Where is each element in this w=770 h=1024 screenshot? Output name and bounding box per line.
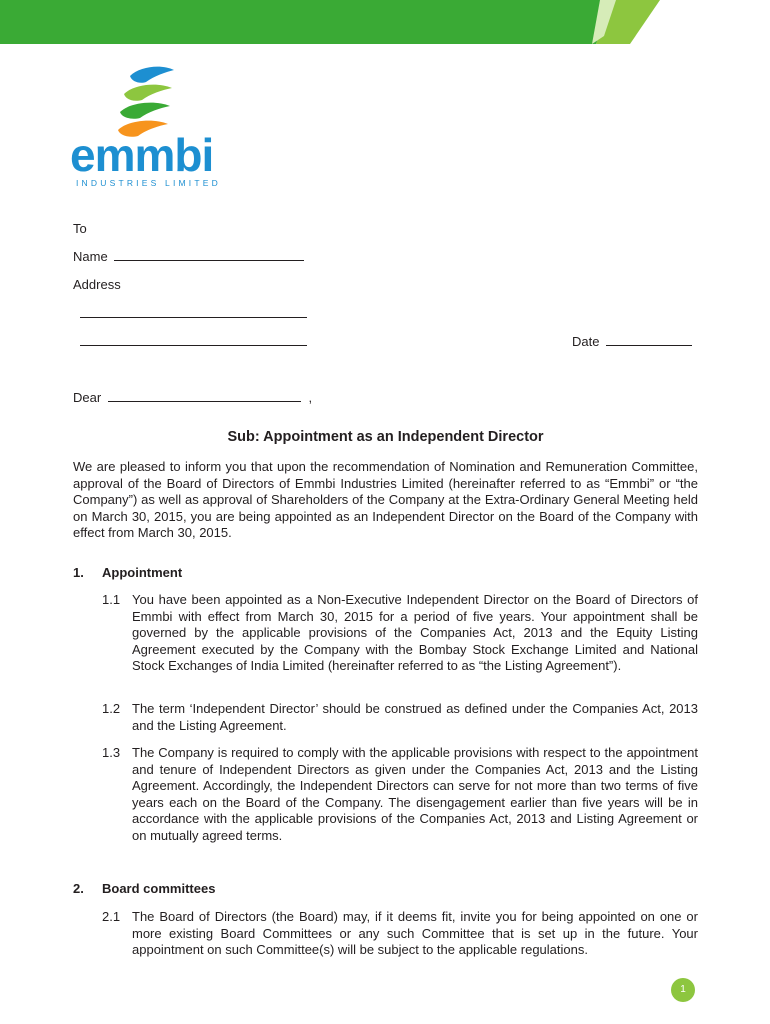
address-line-2 xyxy=(80,333,307,350)
dear-blank xyxy=(108,389,301,402)
item-2-1-text: The Board of Directors (the Board) may, if it deems fit, invite you for being appointed on one or more existing Board Committees or any such Committee that is set up in the future. Your appointment on such Committee(s) will be subject to the applicable regulations. xyxy=(132,909,698,957)
section-2-title: Board committees xyxy=(102,881,216,896)
section-1-title: Appointment xyxy=(102,565,183,580)
address-blank-2 xyxy=(80,333,307,346)
name-line xyxy=(73,248,304,265)
section-2-number: 2. xyxy=(73,881,84,896)
date-label: Date xyxy=(572,334,600,349)
dear-label: Dear xyxy=(73,390,102,405)
name-label: Name xyxy=(73,249,108,264)
to-label: To xyxy=(73,221,87,236)
item-1-2-text: The term ‘Independent Director’ should be construed as defined under the Companies Act, 2013 and the Listing Agreement. xyxy=(132,701,698,733)
address-blank-1 xyxy=(80,305,307,318)
logo-wordmark: emmbi xyxy=(70,129,214,181)
page-number-badge: 1 xyxy=(671,978,695,1002)
company-logo xyxy=(70,62,230,192)
dear-comma: , xyxy=(308,390,313,405)
item-1-1-number: 1.1 xyxy=(102,592,121,607)
name-blank xyxy=(114,248,304,261)
logo-subtitle: INDUSTRIES LIMITED xyxy=(76,178,221,188)
address-label: Address xyxy=(73,277,121,292)
item-1-2-number: 1.2 xyxy=(102,701,121,716)
item-1-3-text: The Company is required to comply with the applicable provisions with respect to the appointment and tenure of Independent Directors as given under the Companies Act, 2013 and the Listing Agreement. Accordingly, the Independent Directors can serve for not more than two terms of five years each on the Board of the Company. The disengagement earlier than five years will be in accordance with the applicable provisions of the Companies Act, 2013 and Listing Agreement or on mutually agreed terms. xyxy=(132,745,698,843)
date-line xyxy=(572,333,692,350)
subject-heading: Sub: Appointment as an Independent Director xyxy=(227,429,544,445)
section-1-number: 1. xyxy=(73,565,84,580)
address-line-1 xyxy=(80,305,307,322)
item-1-3-number: 1.3 xyxy=(102,745,121,760)
item-2-1-number: 2.1 xyxy=(102,909,121,924)
header-band xyxy=(0,0,770,48)
intro-paragraph: We are pleased to inform you that upon the recommendation of Nomination and Remuneration Committee, approval of the Board of Directors of Emmbi Industries Limited (hereinafter referred to as “Emmbi” or “the Company”) as well as approval of Shareholders of the Company at the Extra-Ordinary General Meeting held on March 30, 2015, you are being appointed as an Independent Director on the Board of the Company with effect from March 30, 2015. xyxy=(73,459,698,540)
date-blank xyxy=(606,333,692,346)
dear-line xyxy=(73,389,312,406)
item-1-1-text: You have been appointed as a Non-Executive Independent Director on the Board of Directors of Emmbi with effect from March 30, 2015 for a period of five years. Your appointment shall be governed by the applicable provisions of the Companies Act, 2013 and the Equity Listing Agreement executed by the Company with the Bombay Stock Exchange Limited and National Stock Exchanges of India Limited (hereinafter referred to as “the Listing Agreement”). xyxy=(132,592,698,673)
